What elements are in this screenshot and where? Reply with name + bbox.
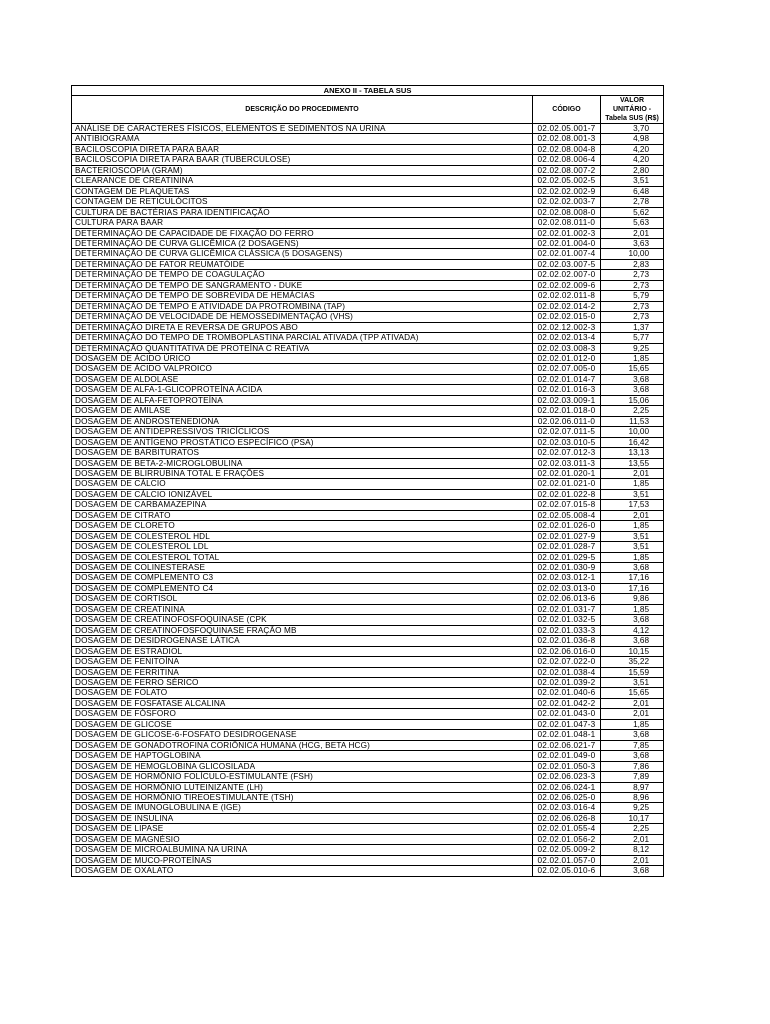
procedure-value: 15,65 <box>601 688 664 698</box>
procedure-code: 02.02.06.013-6 <box>533 594 601 604</box>
procedure-value: 2,01 <box>601 855 664 865</box>
table-row <box>72 552 664 562</box>
table-row <box>72 322 664 332</box>
table-row <box>72 249 664 259</box>
procedure-code: 02.02.03.016-4 <box>533 803 601 813</box>
procedure-code: 02.02.03.010-5 <box>533 437 601 447</box>
procedure-code: 02.02.01.042-2 <box>533 698 601 708</box>
procedure-description: DOSAGEM DE IMUNOGLOBULINA E (IGE) <box>72 803 533 813</box>
procedure-code: 02.02.01.048-1 <box>533 730 601 740</box>
procedure-value: 2,25 <box>601 824 664 834</box>
table-row <box>72 270 664 280</box>
procedure-description: DETERMINAÇÃO DE TEMPO E ATIVIDADE DA PROTROMBINA (TAP) <box>72 301 533 311</box>
table-row <box>72 448 664 458</box>
procedure-code: 02.02.06.026-8 <box>533 813 601 823</box>
procedure-description: DOSAGEM DE CREATINOFOSFOQUINASE FRAÇÃO MB <box>72 625 533 635</box>
procedure-value: 2,83 <box>601 259 664 269</box>
procedure-description: DOSAGEM DE CITRATO <box>72 510 533 520</box>
procedure-code: 02.02.06.024-1 <box>533 782 601 792</box>
procedure-value: 4,20 <box>601 144 664 154</box>
procedure-value: 8,12 <box>601 845 664 855</box>
table-row <box>72 542 664 552</box>
table-row <box>72 291 664 301</box>
procedure-value: 3,68 <box>601 866 664 876</box>
procedure-description: DOSAGEM DE BLIRRUBINA TOTAL E FRAÇÕES <box>72 468 533 478</box>
procedure-value: 2,25 <box>601 406 664 416</box>
procedure-code: 02.02.01.031-7 <box>533 604 601 614</box>
procedure-code: 02.02.01.022-8 <box>533 489 601 499</box>
procedure-value: 11,53 <box>601 416 664 426</box>
table-row <box>72 824 664 834</box>
procedure-value: 1,85 <box>601 353 664 363</box>
procedure-description: DETERMINAÇÃO DE CAPACIDADE DE FIXAÇÃO DO FERRO <box>72 228 533 238</box>
procedure-code: 02.02.01.016-3 <box>533 385 601 395</box>
procedure-code: 02.02.01.036-8 <box>533 636 601 646</box>
table-row <box>72 594 664 604</box>
procedure-code: 02.02.01.033-3 <box>533 625 601 635</box>
table-row <box>72 155 664 165</box>
procedure-description: BACILOSCOPIA DIRETA PARA BAAR (TUBERCULOSE) <box>72 155 533 165</box>
procedure-description: BACILOSCOPIA DIRETA PARA BAAR <box>72 144 533 154</box>
table-row <box>72 124 664 134</box>
procedure-code: 02.02.08.008-0 <box>533 207 601 217</box>
procedure-value: 7,85 <box>601 740 664 750</box>
procedure-code: 02.02.01.002-3 <box>533 228 601 238</box>
table-title: ANEXO II - TABELA SUS <box>72 86 664 96</box>
procedure-code: 02.02.06.023-3 <box>533 772 601 782</box>
procedure-value: 9,25 <box>601 343 664 353</box>
procedure-description: DOSAGEM DE FERRO SÉRICO <box>72 678 533 688</box>
procedure-description: DOSAGEM DE OXALATO <box>72 866 533 876</box>
procedure-description: CONTAGEM DE PLAQUETAS <box>72 186 533 196</box>
table-row <box>72 385 664 395</box>
procedure-description: DOSAGEM DE HORMÔNIO TIREOESTIMULANTE (TSH) <box>72 793 533 803</box>
procedure-value: 10,00 <box>601 249 664 259</box>
procedure-value: 16,42 <box>601 437 664 447</box>
procedure-value: 2,01 <box>601 228 664 238</box>
procedure-description: DOSAGEM DE GLICOSE-6-FOSFATO DESIDROGENASE <box>72 730 533 740</box>
procedure-value: 10,15 <box>601 646 664 656</box>
procedure-value: 13,13 <box>601 448 664 458</box>
procedure-value: 5,79 <box>601 291 664 301</box>
procedure-code: 02.02.07.022-0 <box>533 657 601 667</box>
procedure-code: 02.02.03.013-0 <box>533 583 601 593</box>
procedure-value: 17,53 <box>601 500 664 510</box>
procedure-value: 3,68 <box>601 563 664 573</box>
procedure-code: 02.02.01.020-1 <box>533 468 601 478</box>
procedure-description: DETERMINAÇÃO QUANTITATIVA DE PROTEÍNA C REATIVA <box>72 343 533 353</box>
procedure-value: 2,73 <box>601 280 664 290</box>
table-row <box>72 500 664 510</box>
procedure-description: DOSAGEM DE CLORETO <box>72 521 533 531</box>
procedure-code: 02.02.01.047-3 <box>533 719 601 729</box>
procedure-value: 1,37 <box>601 322 664 332</box>
procedure-value: 3,68 <box>601 751 664 761</box>
procedure-description: DOSAGEM DE FENITOÍNA <box>72 657 533 667</box>
procedure-code: 02.02.02.002-9 <box>533 186 601 196</box>
procedure-value: 3,51 <box>601 176 664 186</box>
procedure-value: 9,25 <box>601 803 664 813</box>
procedure-code: 02.02.08.001-3 <box>533 134 601 144</box>
procedure-code: 02.02.01.014-7 <box>533 374 601 384</box>
procedure-description: DOSAGEM DE COLESTEROL TOTAL <box>72 552 533 562</box>
procedure-code: 02.02.03.011-3 <box>533 458 601 468</box>
table-row <box>72 813 664 823</box>
table-row <box>72 364 664 374</box>
table-row <box>72 678 664 688</box>
procedure-description: DOSAGEM DE ANTIDEPRESSIVOS TRICÍCLICOS <box>72 427 533 437</box>
procedure-value: 8,97 <box>601 782 664 792</box>
procedure-description: DOSAGEM DE ALFA-1-GLICOPROTEÍNA ÁCIDA <box>72 385 533 395</box>
procedure-code: 02.02.01.055-4 <box>533 824 601 834</box>
procedure-description: CLEARANCE DE CREATININA <box>72 176 533 186</box>
procedure-description: DOSAGEM DE COMPLEMENTO C4 <box>72 583 533 593</box>
table-row <box>72 740 664 750</box>
procedure-code: 02.02.03.009-1 <box>533 395 601 405</box>
procedure-code: 02.02.05.001-7 <box>533 124 601 134</box>
procedure-value: 2,01 <box>601 698 664 708</box>
procedure-description: DOSAGEM DE COLINESTERASE <box>72 563 533 573</box>
table-row <box>72 583 664 593</box>
table-row <box>72 280 664 290</box>
procedure-description: DOSAGEM DE CREATINOFOSFOQUINASE (CPK <box>72 615 533 625</box>
procedure-description: CULTURA DE BACTÉRIAS PARA IDENTIFICAÇÃO <box>72 207 533 217</box>
procedure-code: 02.02.06.011-0 <box>533 416 601 426</box>
table-row <box>72 207 664 217</box>
procedure-code: 02.02.01.021-0 <box>533 479 601 489</box>
procedure-value: 2,73 <box>601 312 664 322</box>
procedure-description: DETERMINAÇÃO DE TEMPO DE SOBREVIDA DE HEMÁCIAS <box>72 291 533 301</box>
procedure-description: DETERMINAÇÃO DE TEMPO DE COAGULAÇÃO <box>72 270 533 280</box>
procedure-code: 02.02.06.025-0 <box>533 793 601 803</box>
table-row <box>72 667 664 677</box>
procedure-code: 02.02.08.004-8 <box>533 144 601 154</box>
procedure-code: 02.02.02.014-2 <box>533 301 601 311</box>
procedure-value: 3,51 <box>601 531 664 541</box>
table-row <box>72 866 664 876</box>
procedure-description: DOSAGEM DE FOSFATASE ALCALINA <box>72 698 533 708</box>
procedure-value: 8,96 <box>601 793 664 803</box>
table-row <box>72 416 664 426</box>
procedure-value: 1,85 <box>601 604 664 614</box>
procedure-value: 3,51 <box>601 678 664 688</box>
table-row <box>72 688 664 698</box>
table-row <box>72 406 664 416</box>
table-row <box>72 395 664 405</box>
table-row <box>72 803 664 813</box>
procedure-value: 13,55 <box>601 458 664 468</box>
table-row <box>72 657 664 667</box>
procedure-value: 3,51 <box>601 542 664 552</box>
procedure-code: 02.02.02.015-0 <box>533 312 601 322</box>
procedure-code: 02.02.01.032-5 <box>533 615 601 625</box>
table-row <box>72 458 664 468</box>
procedure-description: BACTERIOSCOPIA (GRAM) <box>72 165 533 175</box>
procedure-description: DOSAGEM DE ANDROSTENEDIONA <box>72 416 533 426</box>
table-row <box>72 238 664 248</box>
table-row <box>72 563 664 573</box>
procedure-value: 1,85 <box>601 479 664 489</box>
table-row <box>72 176 664 186</box>
table-row <box>72 144 664 154</box>
procedure-description: DOSAGEM DE ÁCIDO VALPROICO <box>72 364 533 374</box>
procedure-value: 2,01 <box>601 468 664 478</box>
procedure-code: 02.02.01.028-7 <box>533 542 601 552</box>
table-row <box>72 531 664 541</box>
table-row <box>72 855 664 865</box>
header-code: CÓDIGO <box>533 96 601 124</box>
procedure-code: 02.02.01.012-0 <box>533 353 601 363</box>
procedure-value: 35,22 <box>601 657 664 667</box>
procedure-description: DOSAGEM DE COMPLEMENTO C3 <box>72 573 533 583</box>
procedure-value: 2,01 <box>601 834 664 844</box>
procedure-value: 10,00 <box>601 427 664 437</box>
procedure-description: DOSAGEM DE COLESTEROL HDL <box>72 531 533 541</box>
procedure-code: 02.02.01.030-9 <box>533 563 601 573</box>
procedure-description: DOSAGEM DE FERRITINA <box>72 667 533 677</box>
procedure-value: 15,06 <box>601 395 664 405</box>
procedure-code: 02.02.01.057-0 <box>533 855 601 865</box>
procedure-code: 02.02.07.015-8 <box>533 500 601 510</box>
table-row <box>72 636 664 646</box>
table-row <box>72 772 664 782</box>
procedure-code: 02.02.01.007-4 <box>533 249 601 259</box>
table-row <box>72 834 664 844</box>
table-row <box>72 134 664 144</box>
procedure-description: DOSAGEM DE COLESTEROL LDL <box>72 542 533 552</box>
procedure-value: 4,12 <box>601 625 664 635</box>
procedure-value: 7,86 <box>601 761 664 771</box>
procedure-description: DOSAGEM DE HORMÔNIO FOLÍCULO-ESTIMULANTE (FSH) <box>72 772 533 782</box>
procedure-value: 2,80 <box>601 165 664 175</box>
procedure-code: 02.02.02.003-7 <box>533 197 601 207</box>
procedure-description: DOSAGEM DE HEMOGLOBINA GLICOSILADA <box>72 761 533 771</box>
table-title-row <box>72 86 664 96</box>
procedure-value: 3,68 <box>601 374 664 384</box>
procedure-code: 02.02.03.012-1 <box>533 573 601 583</box>
procedure-code: 02.02.06.021-7 <box>533 740 601 750</box>
procedure-code: 02.02.03.008-3 <box>533 343 601 353</box>
procedure-value: 6,48 <box>601 186 664 196</box>
procedure-value: 10,17 <box>601 813 664 823</box>
procedure-value: 17,16 <box>601 583 664 593</box>
procedure-description: DOSAGEM DE BETA-2-MICROGLOBULINA <box>72 458 533 468</box>
table-row <box>72 312 664 322</box>
table-row <box>72 427 664 437</box>
procedure-description: DOSAGEM DE FÓSFORO <box>72 709 533 719</box>
procedure-value: 3,68 <box>601 615 664 625</box>
procedure-code: 02.02.01.050-3 <box>533 761 601 771</box>
procedure-description: DOSAGEM DE LIPASE <box>72 824 533 834</box>
procedure-value: 1,85 <box>601 521 664 531</box>
table-row <box>72 646 664 656</box>
procedure-description: DOSAGEM DE DESIDROGENASE LÁTICA <box>72 636 533 646</box>
procedure-description: DETERMINAÇÃO DE FATOR REUMATÓIDE <box>72 259 533 269</box>
procedure-code: 02.02.12.002-3 <box>533 322 601 332</box>
table-row <box>72 604 664 614</box>
table-body <box>72 124 664 877</box>
procedure-value: 5,77 <box>601 333 664 343</box>
procedure-description: DOSAGEM DE GONADOTROFINA CORIÔNICA HUMANA (HCG, BETA HCG) <box>72 740 533 750</box>
table-row <box>72 437 664 447</box>
procedure-description: DOSAGEM DE ÁCIDO ÚRICO <box>72 353 533 363</box>
table-row <box>72 510 664 520</box>
table-header-row <box>72 96 664 124</box>
table-row <box>72 468 664 478</box>
procedure-description: DOSAGEM DE INSULINA <box>72 813 533 823</box>
procedure-description: DOSAGEM DE MICROALBUMINA NA URINA <box>72 845 533 855</box>
procedure-description: DOSAGEM DE ALDOLASE <box>72 374 533 384</box>
procedure-value: 3,63 <box>601 238 664 248</box>
procedure-description: DETERMINAÇÃO DIRETA E REVERSA DE GRUPOS ABO <box>72 322 533 332</box>
procedure-price-table <box>71 85 664 877</box>
procedure-description: DOSAGEM DE AMILASE <box>72 406 533 416</box>
procedure-code: 02.02.01.056-2 <box>533 834 601 844</box>
procedure-description: DETERMINAÇÃO DO TEMPO DE TROMBOPLASTINA PARCIAL ATIVADA (TPP ATIVADA) <box>72 333 533 343</box>
procedure-value: 2,73 <box>601 270 664 280</box>
procedure-code: 02.02.01.043-0 <box>533 709 601 719</box>
procedure-code: 02.02.02.013-4 <box>533 333 601 343</box>
procedure-code: 02.02.05.008-4 <box>533 510 601 520</box>
procedure-description: DOSAGEM DE CÁLCIO IONIZÁVEL <box>72 489 533 499</box>
procedure-code: 02.02.01.049-0 <box>533 751 601 761</box>
procedure-code: 02.02.02.009-6 <box>533 280 601 290</box>
table-row <box>72 479 664 489</box>
procedure-code: 02.02.08.011-0 <box>533 218 601 228</box>
table-row <box>72 698 664 708</box>
table-row <box>72 615 664 625</box>
procedure-value: 2,01 <box>601 510 664 520</box>
table-row <box>72 353 664 363</box>
procedure-code: 02.02.01.039-2 <box>533 678 601 688</box>
procedure-description: ANTIBIOGRAMA <box>72 134 533 144</box>
procedure-value: 15,65 <box>601 364 664 374</box>
procedure-value: 17,16 <box>601 573 664 583</box>
procedure-value: 7,89 <box>601 772 664 782</box>
procedure-description: DOSAGEM DE ALFA-FETOPROTEÍNA <box>72 395 533 405</box>
procedure-code: 02.02.01.038-4 <box>533 667 601 677</box>
procedure-description: DOSAGEM DE GLICOSE <box>72 719 533 729</box>
procedure-value: 2,73 <box>601 301 664 311</box>
procedure-code: 02.02.05.010-6 <box>533 866 601 876</box>
procedure-description: DOSAGEM DE ANTÍGENO PROSTÁTICO ESPECÍFICO (PSA) <box>72 437 533 447</box>
procedure-code: 02.02.06.016-0 <box>533 646 601 656</box>
procedure-value: 4,98 <box>601 134 664 144</box>
table-row <box>72 218 664 228</box>
procedure-code: 02.02.01.004-0 <box>533 238 601 248</box>
procedure-description: DETERMINAÇÃO DE TEMPO DE SANGRAMENTO - DUKE <box>72 280 533 290</box>
table-row <box>72 197 664 207</box>
table-row <box>72 793 664 803</box>
procedure-code: 02.02.08.007-2 <box>533 165 601 175</box>
table-row <box>72 521 664 531</box>
procedure-value: 15,59 <box>601 667 664 677</box>
procedure-value: 4,20 <box>601 155 664 165</box>
procedure-value: 2,78 <box>601 197 664 207</box>
procedure-code: 02.02.01.026-0 <box>533 521 601 531</box>
procedure-description: DOSAGEM DE MAGNÉSIO <box>72 834 533 844</box>
header-value: VALOR UNITÁRIO - Tabela SUS (R$) <box>601 96 664 124</box>
procedure-description: DOSAGEM DE FOLATO <box>72 688 533 698</box>
procedure-description: DOSAGEM DE ESTRADIOL <box>72 646 533 656</box>
procedure-description: ANÁLISE DE CARACTERES FÍSICOS, ELEMENTOS E SEDIMENTOS NA URINA <box>72 124 533 134</box>
table-row <box>72 228 664 238</box>
table-row <box>72 730 664 740</box>
procedure-description: DETERMINAÇÃO DE CURVA GLICÊMICA (2 DOSAGENS) <box>72 238 533 248</box>
procedure-value: 5,63 <box>601 218 664 228</box>
procedure-value: 1,85 <box>601 719 664 729</box>
table-row <box>72 259 664 269</box>
procedure-code: 02.02.02.007-0 <box>533 270 601 280</box>
table-row <box>72 165 664 175</box>
procedure-description: DOSAGEM DE CREATININA <box>72 604 533 614</box>
procedure-description: DOSAGEM DE HORMÔNIO LUTEINIZANTE (LH) <box>72 782 533 792</box>
table-row <box>72 573 664 583</box>
procedure-description: DOSAGEM DE CÁLCIO <box>72 479 533 489</box>
procedure-description: DOSAGEM DE MUCO-PROTEÍNAS <box>72 855 533 865</box>
table-row <box>72 489 664 499</box>
procedure-description: DOSAGEM DE CORTISOL <box>72 594 533 604</box>
procedure-value: 2,01 <box>601 709 664 719</box>
table-row <box>72 186 664 196</box>
procedure-description: DOSAGEM DE BARBITURATOS <box>72 448 533 458</box>
procedure-description: DOSAGEM DE HAPTOGLOBINA <box>72 751 533 761</box>
procedure-code: 02.02.01.029-5 <box>533 552 601 562</box>
procedure-description: DETERMINAÇÃO DE CURVA GLICÊMICA CLÁSSICA (5 DOSAGENS) <box>72 249 533 259</box>
procedure-description: DETERMINAÇÃO DE VELOCIDADE DE HEMOSSEDIMENTAÇÃO (VHS) <box>72 312 533 322</box>
table-row <box>72 343 664 353</box>
procedure-value: 1,85 <box>601 552 664 562</box>
procedure-description: CONTAGEM DE RETICULÓCITOS <box>72 197 533 207</box>
table-row <box>72 709 664 719</box>
procedure-code: 02.02.01.018-0 <box>533 406 601 416</box>
table-row <box>72 761 664 771</box>
procedure-description: DOSAGEM DE CARBAMAZEPINA <box>72 500 533 510</box>
procedure-code: 02.02.05.009-2 <box>533 845 601 855</box>
procedure-value: 9,86 <box>601 594 664 604</box>
procedure-value: 5,62 <box>601 207 664 217</box>
procedure-code: 02.02.05.002-5 <box>533 176 601 186</box>
table-row <box>72 333 664 343</box>
procedure-value: 3,68 <box>601 385 664 395</box>
procedure-code: 02.02.02.011-8 <box>533 291 601 301</box>
procedure-description: CULTURA PARA BAAR <box>72 218 533 228</box>
procedure-value: 3,70 <box>601 124 664 134</box>
procedure-code: 02.02.07.011-5 <box>533 427 601 437</box>
table-row <box>72 301 664 311</box>
table-row <box>72 719 664 729</box>
table-row <box>72 625 664 635</box>
procedure-value: 3,68 <box>601 730 664 740</box>
header-description: DESCRIÇÃO DO PROCEDIMENTO <box>72 96 533 124</box>
table-row <box>72 845 664 855</box>
procedure-code: 02.02.01.027-9 <box>533 531 601 541</box>
procedure-code: 02.02.08.006-4 <box>533 155 601 165</box>
table-row <box>72 782 664 792</box>
procedure-code: 02.02.07.005-0 <box>533 364 601 374</box>
procedure-code: 02.02.03.007-5 <box>533 259 601 269</box>
procedure-value: 3,51 <box>601 489 664 499</box>
procedure-value: 3,68 <box>601 636 664 646</box>
table-row <box>72 374 664 384</box>
table-row <box>72 751 664 761</box>
procedure-code: 02.02.07.012-3 <box>533 448 601 458</box>
procedure-code: 02.02.01.040-6 <box>533 688 601 698</box>
